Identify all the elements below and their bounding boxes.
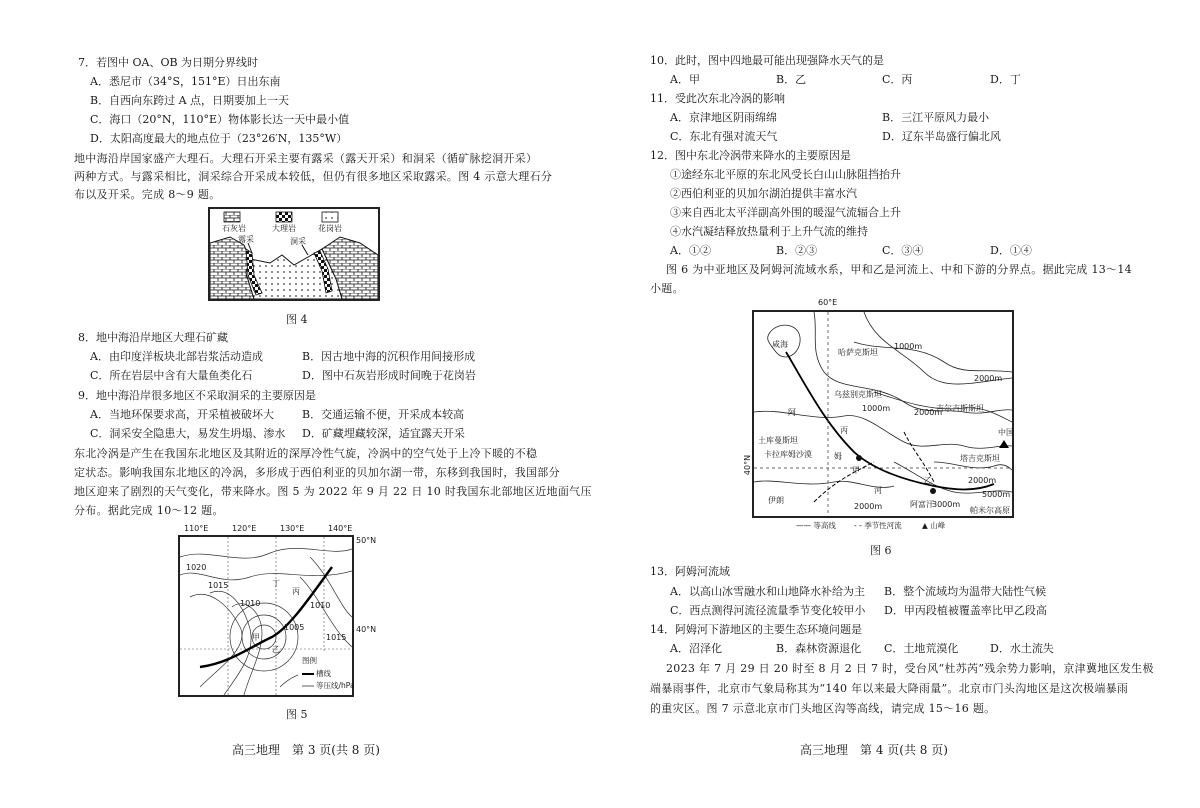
fig6-tajikistan: 塔吉克斯坦 (960, 454, 1000, 463)
fig6-legend-peak: ▲ 山峰 (922, 521, 946, 530)
fig5-lat-50: 50°N (356, 536, 377, 545)
fig6-kyrgyzstan: 吉尔吉斯斯坦 (936, 404, 984, 413)
fig5-isobar-1015-east: 1015 (326, 633, 347, 642)
q13-stem: 13．阿姆河流域 (650, 565, 730, 578)
fig6-river-char-3: 河 (874, 486, 882, 495)
fig6-lon-60: 60°E (818, 298, 838, 307)
fig4-label-open-pit: 露采 (238, 235, 254, 244)
fig6-bing: 丙 (840, 426, 848, 435)
q8-option-d: D．图中石灰岩形成时间晚于花岗岩 (302, 369, 476, 382)
q11-option-d: D．辽东半岛盛行偏北风 (882, 130, 1001, 143)
fig5-place-jia: 甲 (252, 633, 260, 642)
fig5-lon-130: 130°E (280, 524, 305, 533)
right-page (600, 0, 1200, 808)
intro-10-12-line-3: 地区迎来了剧烈的天气变化，带来降水。图 5 为 2022 年 9 月 22 日 10 时我国东北部地区近地面气压 (74, 485, 592, 498)
fig6-contour-2000-se: 2000m (968, 476, 997, 485)
q7-stem: 7．若图中 OA、OB 为日期分界线时 (78, 56, 259, 69)
fig6-aral-sea: 咸海 (772, 340, 788, 349)
fig6-contour-2000-ne: 2000m (974, 374, 1003, 383)
q14-option-c: C．土地荒漠化 (884, 642, 959, 655)
q12-statement-4: ④水汽凝结释放热量利于上升气流的维持 (670, 225, 868, 238)
q14-option-a: A．沼泽化 (670, 642, 722, 655)
q14-option-d: D．水土流失 (990, 642, 1054, 655)
fig6-pamir: 帕米尔高原 (970, 506, 1010, 515)
q13-option-d: D．甲丙段植被覆盖率比甲乙段高 (884, 604, 1047, 617)
fig5-lon-120: 120°E (232, 524, 257, 533)
fig6-contour-1000-mid: 1000m (862, 404, 891, 413)
intro-10-12-line-2: 定状态。影响我国东北地区的冷涡，多形成于西伯利亚的贝加尔湖一带，东移到我国时，我国部分 (74, 466, 560, 479)
q11-option-b: B．三江平原风力最小 (882, 111, 990, 124)
q14-option-b: B．森林资源退化 (776, 642, 862, 655)
fig6-karakum: 卡拉库姆沙漠 (764, 450, 812, 459)
q14-stem: 14．阿姆河下游地区的主要生态环境问题是 (650, 623, 862, 636)
q8-stem: 8．地中海沿岸地区大理石矿藏 (78, 331, 228, 344)
q7-option-a: A．悉尼市（34°S，151°E）日出东南 (90, 75, 281, 88)
figure-4-caption: 图 4 (286, 313, 308, 326)
right-page-footer: 高三地理 第 4 页(共 8 页) (800, 743, 948, 757)
intro-15-16-line-3: 的重灾区。图 7 示意北京市门头地区沟等高线，请完成 15～16 题。 (650, 702, 996, 715)
q10-option-a: A．甲 (670, 73, 700, 86)
fig5-place-bing: 丙 (292, 587, 300, 596)
q9-option-b: B．交通运输不便，开采成本较高 (302, 408, 465, 421)
q7-option-c: C．海口（20°N，110°E）物体影长达一天中最小值 (90, 113, 350, 126)
q8-option-a: A．由印度洋板块北部岩浆活动造成 (90, 350, 263, 363)
figure-5-caption: 图 5 (286, 708, 308, 721)
q9-stem: 9．地中海沿岸很多地区不采取洞采的主要原因是 (78, 389, 316, 402)
q10-stem: 10．此时，图中四地最可能出现强降水天气的是 (650, 54, 884, 67)
figure-4-cross-section (210, 209, 378, 299)
fig6-contour-5000: 5000m (982, 490, 1011, 499)
intro-8-9-line-3: 布以及开采。完成 8～9 题。 (74, 188, 221, 201)
q12-statement-2: ②西伯利亚的贝加尔湖泊提供丰富水汽 (670, 187, 857, 200)
q12-stem: 12．图中东北冷涡带来降水的主要原因是 (650, 149, 851, 162)
q12-option-a: A．①② (670, 244, 711, 257)
figure-4 (208, 207, 380, 301)
intro-15-16-line-2: 端暴雨事件，北京市气象局称其为“140 年以来最大降雨量”。北京市门头沟地区是这次极端暴雨 (650, 682, 1129, 695)
left-page-footer: 高三地理 第 3 页(共 8 页) (232, 743, 380, 757)
q11-stem: 11．受此次东北冷涡的影响 (650, 92, 785, 105)
figure-6 (752, 310, 1014, 518)
fig6-contour-1000-north: 1000m (894, 342, 923, 351)
fig5-isobar-1010: 1010 (240, 599, 261, 608)
q8-option-b: B．因古地中海的沉积作用间接形成 (302, 350, 476, 363)
q13-option-b: B．整个流域均为温带大陆性气候 (884, 585, 1047, 598)
q10-option-c: C．丙 (882, 73, 913, 86)
fig6-river-char-1: 阿 (788, 408, 796, 417)
fig6-legend-contour: —— 等高线 (796, 521, 836, 530)
fig5-place-yi: 乙 (272, 645, 280, 654)
q13-option-c: C．西点测得河流径流量季节变化较甲小 (670, 604, 866, 617)
intro-10-12-line-1: 东北冷涡是产生在我国东北地区及其附近的深厚冷性气旋，冷涡中的空气处于上冷下暖的不稳 (74, 447, 538, 460)
fig5-isobar-1010-east: 1010 (310, 601, 331, 610)
fig6-contour-2000-s: 2000m (854, 502, 883, 511)
fig4-legend-granite: 花岗岩 (318, 224, 342, 233)
fig6-point-jia: 甲 (852, 466, 860, 475)
q10-option-b: B．乙 (776, 73, 807, 86)
fig6-point-jia-dot (856, 455, 862, 461)
fig5-isobar-1005: 1005 (284, 623, 305, 632)
q7-option-d: D．太阳高度最大的地点位于（23°26′N，135°W） (90, 132, 348, 145)
fig6-uzbekistan: 乌兹别克斯坦 (834, 390, 882, 399)
q9-option-a: A．当地环保要求高，开采植被破坏大 (90, 408, 274, 421)
fig4-label-tunnel: 洞采 (290, 237, 306, 246)
fig5-isobar-1020: 1020 (186, 563, 207, 572)
intro-8-9-line-2: 两种方式。与露采相比，洞采综合开采成本较低，但仍有很多地区采取露采。图 4 示意大理石分 (74, 170, 553, 183)
fig6-legend-seasonal-river: - - 季节性河流 (854, 521, 902, 530)
fig6-kazakhstan: 哈萨克斯坦 (838, 348, 878, 357)
q11-option-c: C．东北有强对流天气 (670, 130, 778, 143)
fig4-legend-limestone: 石灰岩 (222, 224, 246, 233)
q12-option-b: B．②③ (776, 244, 818, 257)
q9-option-d: D．矿藏埋藏较深，适宜露天开采 (302, 427, 465, 440)
q9-option-c: C．洞采安全隐患大，易发生坍塌、渗水 (90, 427, 286, 440)
q12-statement-3: ③来自西北太平洋副高外围的暖湿气流辐合上升 (670, 206, 901, 219)
fig6-river-char-2: 姆 (834, 452, 842, 461)
q12-statement-1: ①途经东北平原的东北风受长白山山脉阻挡抬升 (670, 168, 901, 181)
fig6-afghanistan: 阿富汗 (910, 500, 934, 509)
figure-6-caption: 图 6 (870, 544, 892, 557)
fig6-lat-40: 40°N (743, 454, 753, 476)
fig5-lon-140: 140°E (328, 524, 353, 533)
fig5-legend-isobar: 等压线/hPa (316, 681, 355, 690)
fig6-contour-3000: 3000m (932, 500, 961, 509)
fig5-legend-title: 图例 (302, 656, 317, 665)
intro-13-14-line-2: 小题。 (650, 282, 684, 295)
fig4-legend-marble: 大理岩 (272, 224, 296, 233)
intro-15-16-line-1: 2023 年 7 月 29 日 20 时至 8 月 2 日 7 时，受台风“杜苏芮”残余势力影响，京津冀地区发生极 (666, 662, 1154, 675)
fig6-point-yi-dot (930, 488, 936, 494)
q7-option-b: B．自西向东跨过 A 点，日期要加上一天 (90, 94, 290, 107)
intro-13-14-line-1: 图 6 为中亚地区及阿姆河流域水系，甲和乙是河流上、中和下游的分界点。据此完成 13～14 (666, 263, 1132, 276)
fig5-place-ding: 丁 (272, 579, 280, 588)
fig5-lon-110: 110°E (184, 524, 209, 533)
q13-option-a: A．以高山冰雪融水和山地降水补给为主 (670, 585, 865, 598)
intro-10-12-line-4: 分布。据此完成 10～12 题。 (74, 504, 224, 517)
q10-option-d: D．丁 (990, 73, 1021, 86)
fig5-isobar-1015: 1015 (208, 581, 229, 590)
fig5-legend-trough: 槽线 (316, 669, 331, 678)
fig6-turkmenistan: 土库曼斯坦 (758, 436, 798, 445)
q12-option-d: D．①④ (990, 244, 1032, 257)
q12-option-c: C．③④ (882, 244, 924, 257)
fig6-point-yi: 乙 (924, 476, 932, 485)
fig5-lat-40: 40°N (356, 625, 377, 634)
fig6-iran: 伊朗 (768, 496, 784, 505)
fig6-contour-2000-mid: 2000m (914, 408, 943, 417)
q8-option-c: C．所在岩层中含有大量鱼类化石 (90, 369, 253, 382)
q11-option-a: A．京津地区阴雨绵绵 (670, 111, 777, 124)
fig6-china: 中国 (998, 428, 1014, 437)
intro-8-9-line-1: 地中海沿岸国家盛产大理石。大理石开采主要有露采（露天开采）和洞采（循矿脉挖洞开采） (74, 152, 538, 165)
figure-5 (178, 535, 354, 697)
